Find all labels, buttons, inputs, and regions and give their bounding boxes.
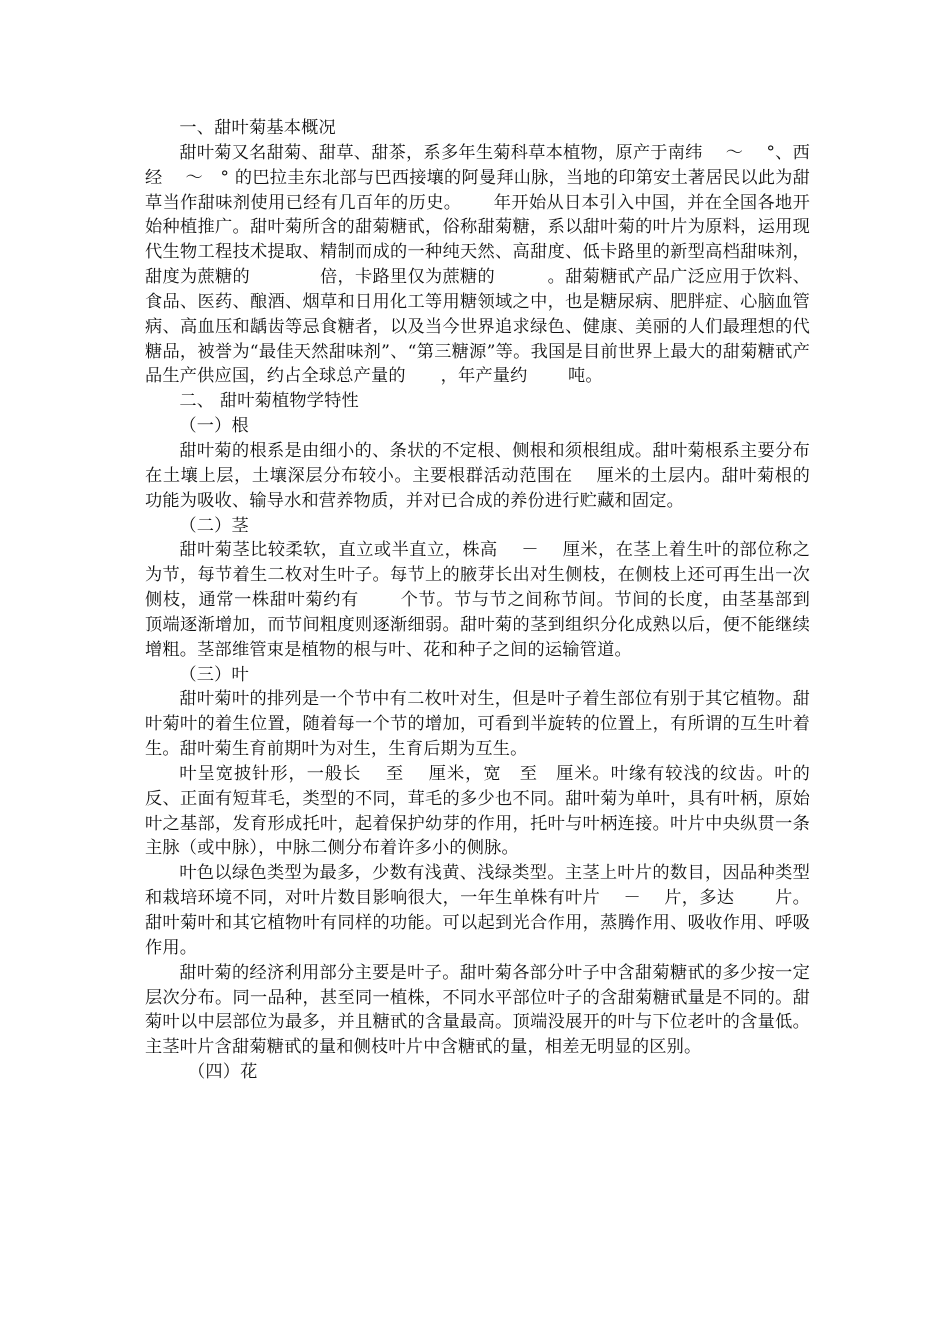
leaf-paragraph-2: 叶呈宽披针形，一般长 至 厘米，宽 至 厘米。叶缘有较浅的纹齿。叶的反、正面有短茸毛，类型的不同，茸毛的多少也不同。甜叶菊为单叶，具有叶柄，原始叶之基部，发育形成托叶，起着保护幼芽的作用，托叶与叶柄连接。叶片中央纵贯一条主脉（或中脉），中脉二侧分布着许多小的侧脉。	[145, 763, 810, 859]
stem-paragraph: 甜叶菊茎比较柔软，直立或半直立，株高 － 厘米，在茎上着生叶的部位称之为节，每节着生二枚对生叶子。每节上的腋芽长出对生侧枝，在侧枝上还可再生出一次侧枝，通常一株甜叶菊约有 个节。节与节之间称节间。节间的长度，由茎基部到顶端逐渐增加，而节间粗度则逐渐细弱。甜叶菊的茎到组织分化成熟以后，便不能继续增粗。茎部维管束是植物的根与叶、花和种子之间的运输管道。	[145, 540, 810, 660]
root-paragraph: 甜叶菊的根系是由细小的、条状的不定根、侧根和须根组成。甜叶菊根系主要分布在土壤上层，土壤深层分布较小。主要根群活动范围在 厘米的土层内。甜叶菊根的功能为吸收、输导水和营养物质，并对已合成的养份进行贮藏和固定。	[145, 440, 810, 511]
stem-subtitle: （二）茎	[179, 515, 249, 536]
leaf-subtitle: （三）叶	[179, 664, 249, 685]
leaf-paragraph-3: 叶色以绿色类型为最多，少数有浅黄、浅绿类型。主茎上叶片的数目，因品种类型和栽培环境不同，对叶片数目影响很大，一年生单株有叶片 － 片，多达 片。甜叶菊叶和其它植物叶有同样的功能。可以起到光合作用，蒸腾作用、吸收作用、呼吸作用。	[145, 863, 810, 958]
section-2-title: 二、 甜叶菊植物学特性	[179, 391, 359, 412]
leaf-paragraph-1: 甜叶菊叶的排列是一个节中有二枚叶对生，但是叶子着生部位有别于其它植物。甜叶菊叶的着生位置，随着每一个节的增加，可看到半旋转的位置上，有所谓的互生叶着生。甜叶菊生育前期叶为对生，生育后期为互生。	[145, 689, 810, 760]
flower-subtitle: （四）花	[188, 1062, 258, 1083]
overview-paragraph: 甜叶菊又名甜菊、甜草、甜茶，系多年生菊科草本植物，原产于南纬 ～ °、西经 ～ ° 的巴拉圭东北部与巴西接壤的阿曼拜山脉，当地的印第安土著居民以此为甜草当作甜味剂使用已经有几百年的历史。 年开始从日本引入中国，并在全国各地开始种植推广。甜叶菊所含的甜菊糖甙，俗称甜菊糖，系以甜叶菊的叶片为原料，运用现代生物工程技术提取、精制而成的一种纯天然、高甜度、低卡路里的新型高档甜味剂，甜度为蔗糖的 倍，卡路里仅为蔗糖的 。甜菊糖甙产品广泛应用于饮料、食品、医药、酿酒、烟草和日用化工等用糖领域之中，也是糖尿病、肥胖症、心脑血管病、高血压和龋齿等忌食糖者，以及当今世界追求绿色、健康、美丽的人们最理想的代糖品，被誉为“最佳天然甜味剂”、“第三糖源”等。我国是目前世界上最大的甜菊糖甙产品生产供应国，约占全球总产量的 ，年产量约 吨。	[145, 142, 810, 387]
document-body	[145, 116, 810, 1085]
root-subtitle: （一）根	[179, 416, 249, 437]
section-1-title: 一、甜叶菊基本概况	[179, 118, 336, 138]
leaf-paragraph-4: 甜叶菊的经济利用部分主要是叶子。甜叶菊各部分叶子中含甜菊糖甙的多少按一定层次分布。同一品种，甚至同一植株，不同水平部位叶子的含甜菊糖甙量是不同的。甜菊叶以中层部位为最多，并且糖甙的含量最高。顶端没展开的叶与下位老叶的含量低。主茎叶片含甜菊糖甙的量和侧枝叶片中含糖甙的量，相差无明显的区别。	[145, 962, 810, 1058]
